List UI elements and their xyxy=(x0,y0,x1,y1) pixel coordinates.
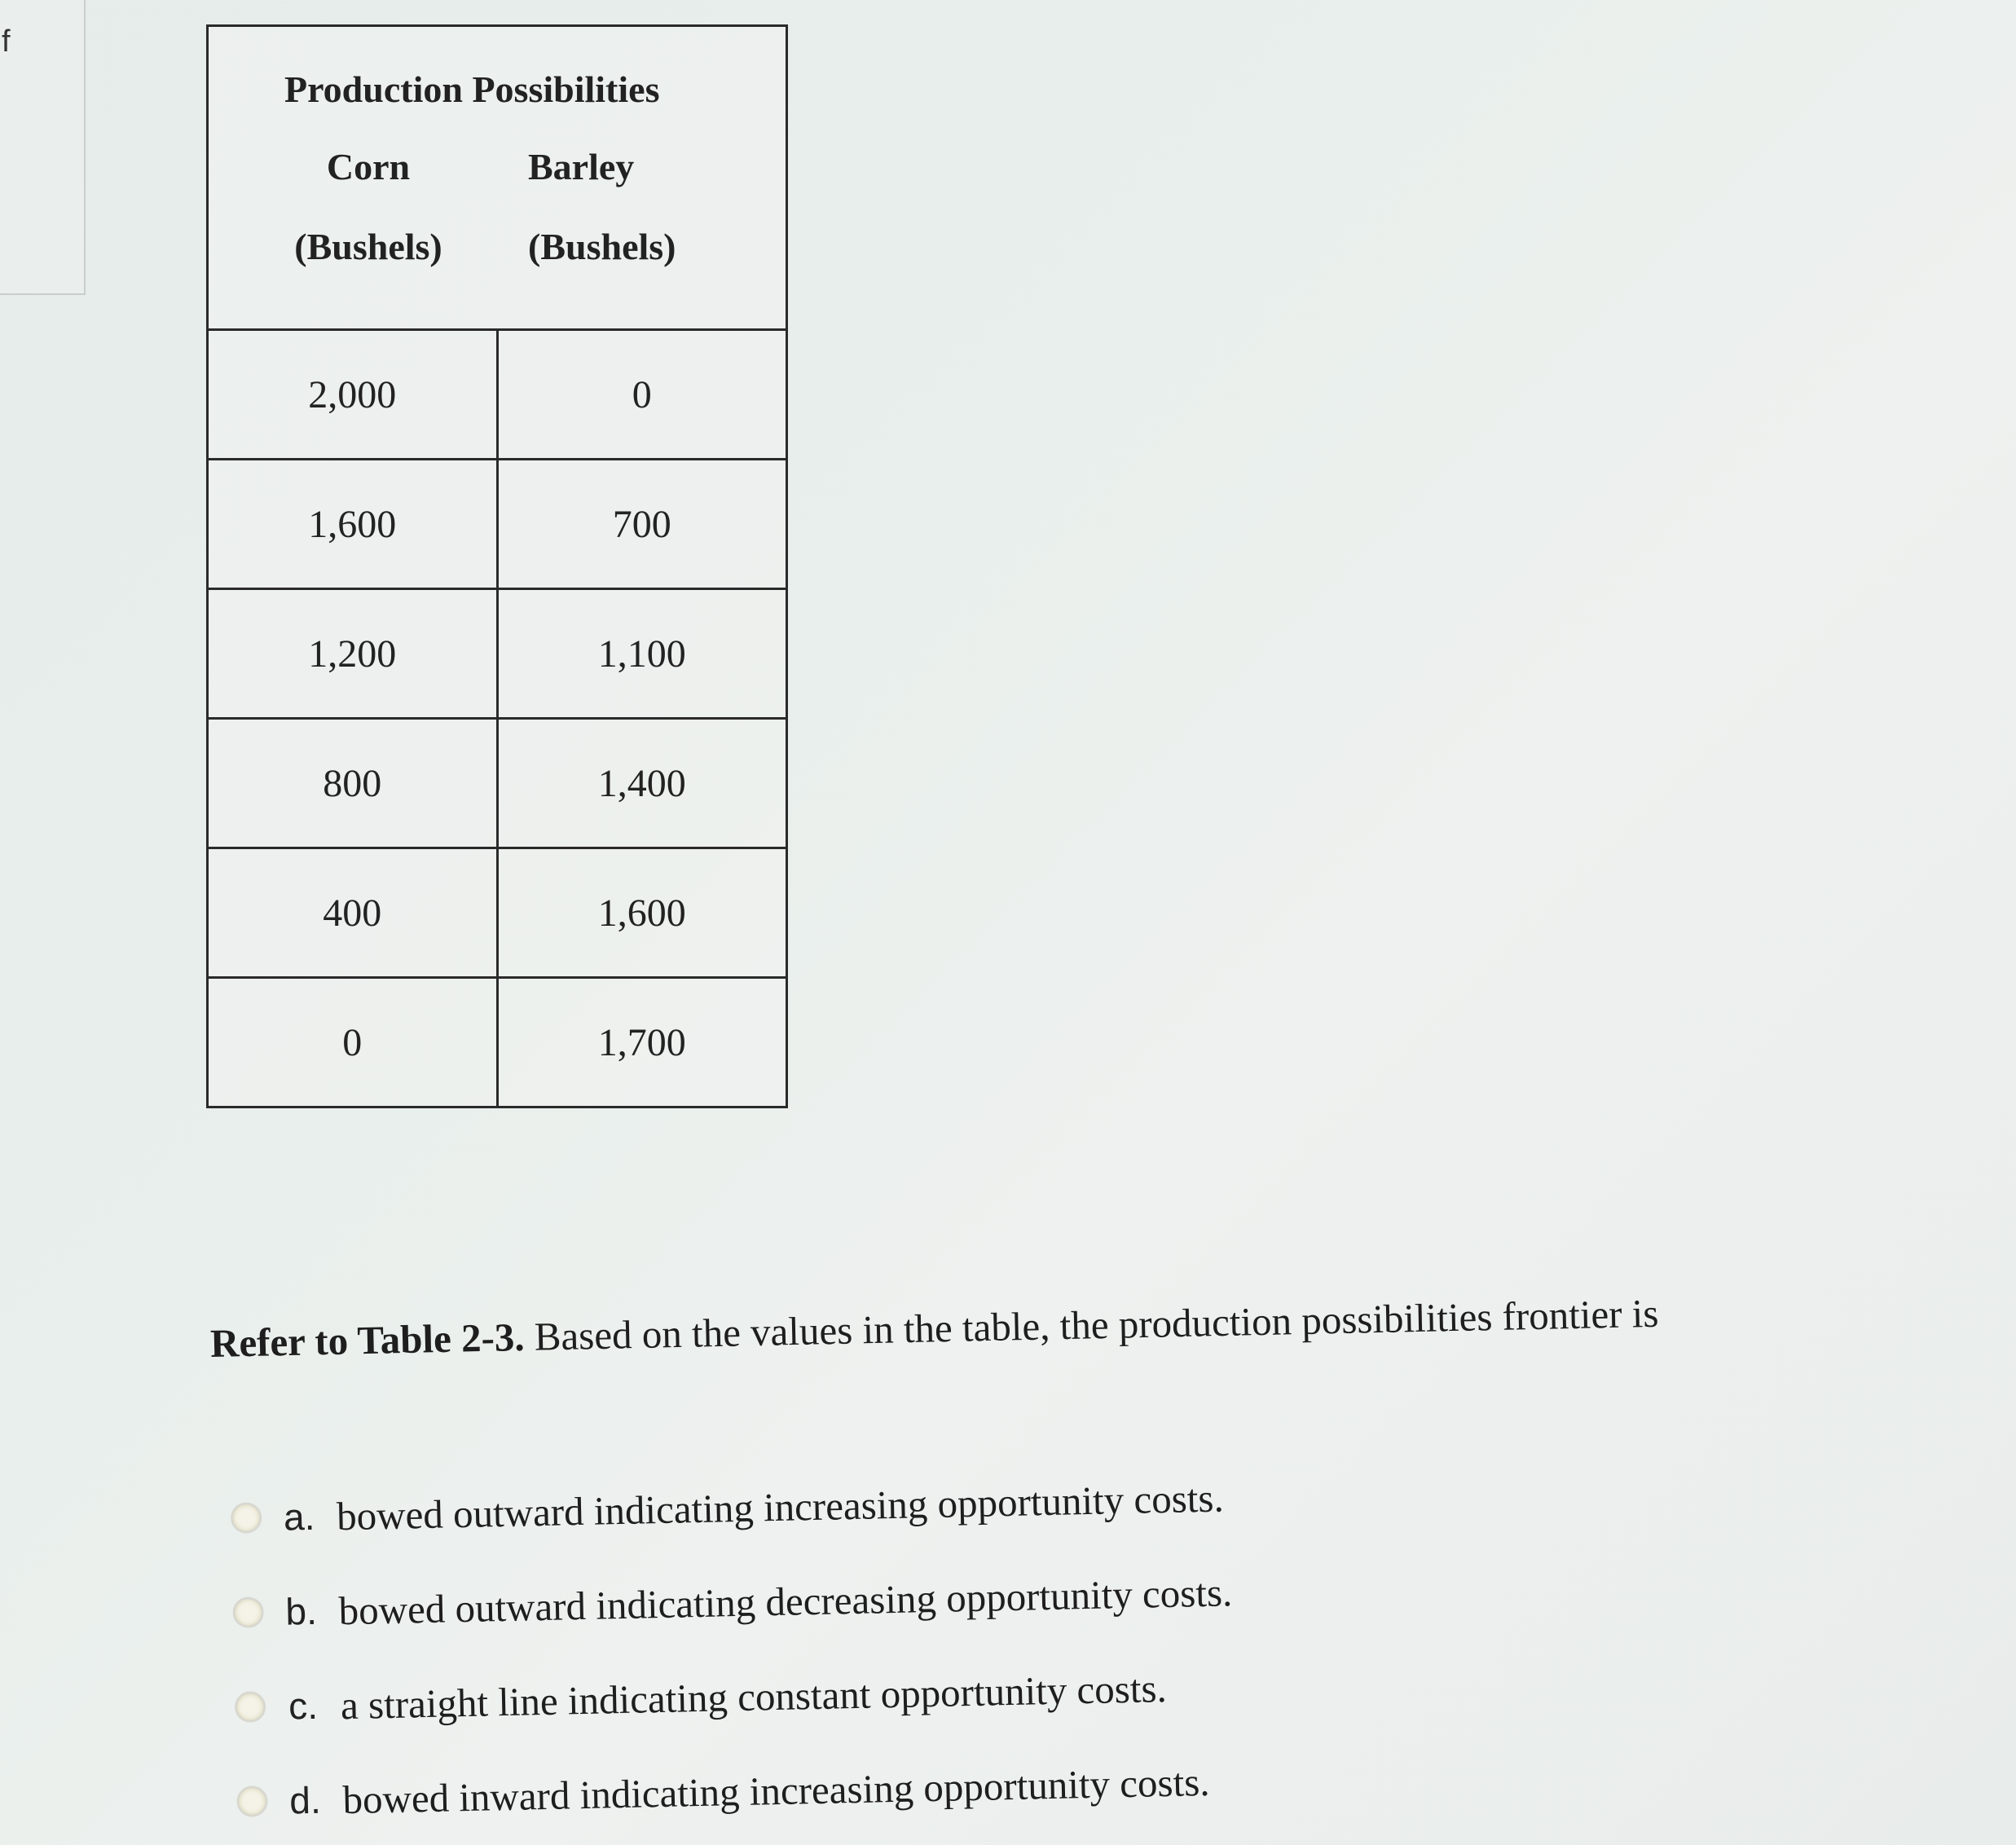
table-cell-corn: 1,200 xyxy=(208,589,498,719)
option-text-a: bowed outward indicating increasing opportunity costs. xyxy=(336,1474,1225,1539)
option-letter-a: a. xyxy=(283,1495,315,1539)
column-units xyxy=(209,225,786,268)
option-text-d: bowed inward indicating increasing opportunity costs. xyxy=(341,1759,1210,1822)
table-header-row xyxy=(208,26,787,330)
table-cell-barley: 1,400 xyxy=(497,719,787,848)
left-side-panel xyxy=(0,0,86,295)
panel-edge-text: f xyxy=(2,24,11,59)
radio-button-c[interactable] xyxy=(235,1691,266,1723)
table-row xyxy=(208,460,787,589)
table-cell-corn: 2,000 xyxy=(208,330,498,460)
option-letter-c: c. xyxy=(288,1684,319,1728)
option-text-c: a straight line indicating constant opportunity costs. xyxy=(340,1665,1168,1728)
table-row xyxy=(208,589,787,719)
column-header-barley: Barley xyxy=(528,146,635,187)
table-row xyxy=(208,719,787,848)
radio-button-d[interactable] xyxy=(236,1786,268,1817)
radio-button-b[interactable] xyxy=(232,1596,264,1628)
table-cell-barley: 1,600 xyxy=(497,848,787,978)
table-cell-barley: 1,100 xyxy=(497,589,787,719)
table-header-cell xyxy=(208,26,787,330)
column-names xyxy=(209,145,786,188)
table-row xyxy=(208,978,787,1107)
column-unit-barley: (Bushels) xyxy=(528,226,676,267)
radio-button-a[interactable] xyxy=(231,1502,262,1534)
question-table-reference: Refer to Table 2-3. xyxy=(209,1314,526,1366)
column-header-corn: Corn xyxy=(326,146,411,187)
option-letter-d: d. xyxy=(288,1778,322,1822)
table-row xyxy=(208,848,787,978)
column-unit-corn: (Bushels) xyxy=(294,226,442,267)
table-row xyxy=(208,330,787,460)
answer-options xyxy=(230,1450,1237,1845)
table-cell-barley: 1,700 xyxy=(497,978,787,1107)
table-cell-barley: 700 xyxy=(497,460,787,589)
option-text-b: bowed outward indicating decreasing opportunity costs. xyxy=(338,1569,1233,1633)
question-stem: Based on the values in the table, the production possibilities frontier is xyxy=(523,1290,1659,1359)
table-cell-corn: 400 xyxy=(208,848,498,978)
production-possibilities-table xyxy=(206,24,788,1108)
table-cell-barley: 0 xyxy=(497,330,787,460)
table-cell-corn: 800 xyxy=(208,719,498,848)
option-letter-b: b. xyxy=(284,1589,318,1633)
table-cell-corn: 0 xyxy=(208,978,498,1107)
table-cell-corn: 1,600 xyxy=(208,460,498,589)
table-title: Production Possibilities xyxy=(284,68,660,110)
question-text xyxy=(209,1290,1659,1367)
